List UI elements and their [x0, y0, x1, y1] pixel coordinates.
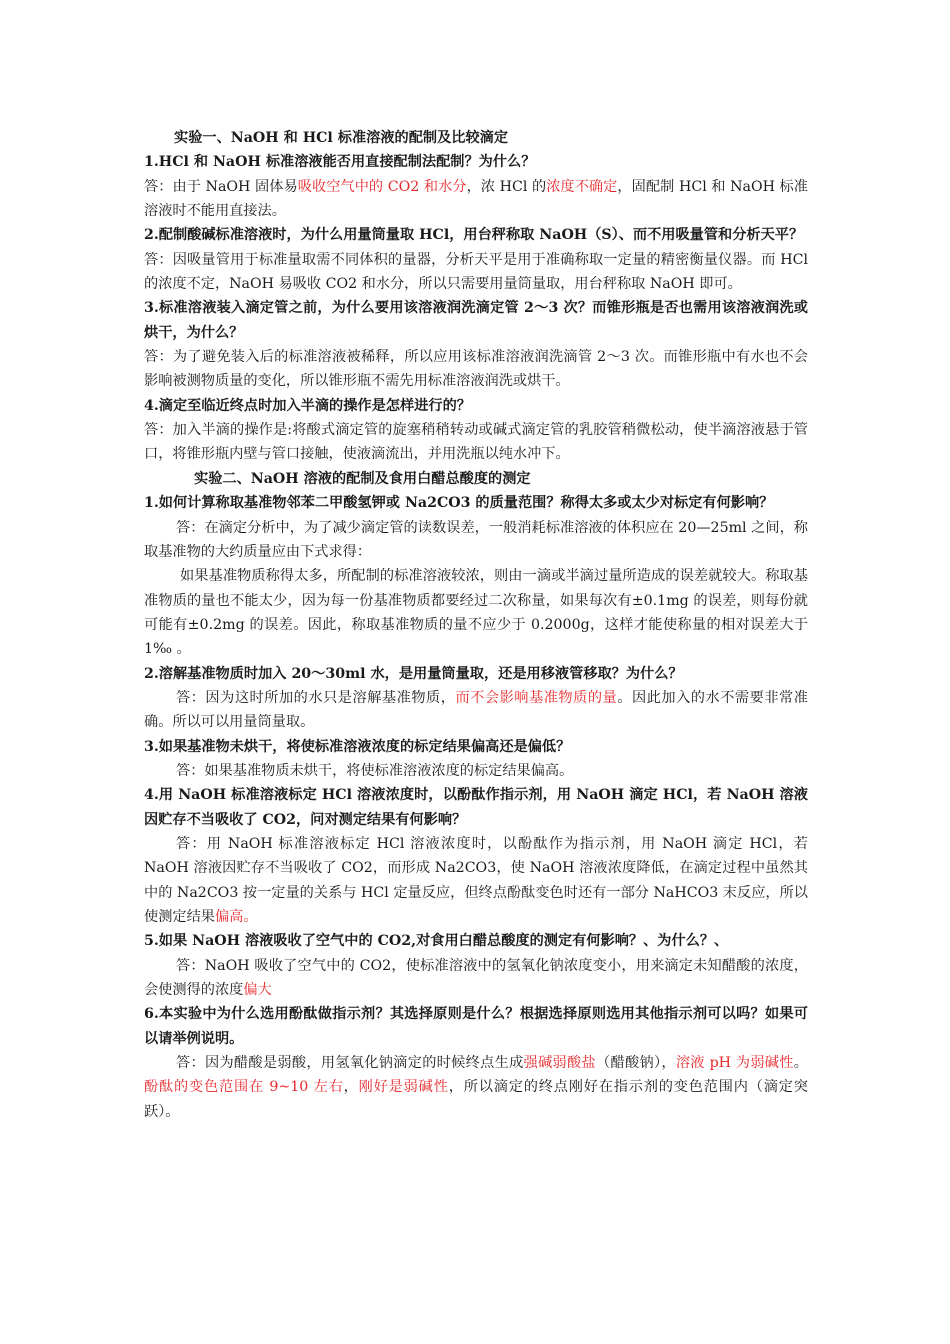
answer-text: （醋酸钠）， [596, 1055, 676, 1072]
section2-answer-4 [144, 832, 808, 929]
section1-question-1: 1.HCl 和 NaOH 标准溶液能否用直接配制法配制？为什么？ [144, 154, 536, 171]
section2-answer-2 [144, 686, 808, 735]
section1-answer-2: 答：因吸量管用于标准量取需不同体积的量器，分析天平是用于准确称取一定量的精密衡量仪器。而 HCl 的浓度不定，NaOH 易吸收 CO2 和水分，所以只需要用量筒量取，用台秤称取 NaOH 即可。 [144, 251, 808, 293]
highlight-text: 强碱弱酸盐 [523, 1055, 597, 1072]
highlight-text: 浓度不确定 [546, 178, 618, 195]
answer-text: 答：由于 NaOH 固体易 [144, 178, 298, 195]
section2-answer-1b: 如果基准物质称得太多，所配制的标准溶液较浓，则由一滴或半滴过量所造成的误差就较大。称取基准物质的量也不能太少，因为每一份基准物质都要经过二次称量，如果每次有±0.1mg 的误差，则每份就可能有±0.2mg 的误差。因此，称取基准物质的量不应少于 0.2000g，这样才能使称量的相对误差大于 1‰ 。 [144, 568, 808, 658]
answer-text: 。 [793, 1055, 808, 1072]
highlight-text: 吸收空气中的 CO2 和水分 [297, 178, 467, 195]
answer-text: 答：NaOH 吸收了空气中的 CO2，使标准溶液中的氢氧化钠浓度变小，用来滴定未知醋酸的浓度，会使测得的浓度 [144, 957, 808, 999]
answer-text: 。因此加入的水不需要非常准确。所以可以用量筒量取。 [144, 689, 808, 731]
answer-text: ，固配制 HCl 和 NaOH 标准溶液时不能用直接法。 [144, 178, 808, 220]
section2-question-6: 6.本实验中为什么选用酚酞做指示剂？其选择原则是什么？根据选择原则选用其他指示剂可以吗？如果可以请举例说明。 [144, 1006, 808, 1047]
section2-question-4: 4.用 NaOH 标准溶液标定 HCl 溶液浓度时，以酚酞作指示剂，用 NaOH 滴定 HCl，若 NaOH 溶液因贮存不当吸收了 CO2，问对测定结果有何影响？ [144, 787, 808, 828]
document-body [144, 126, 808, 1124]
section1-question-3: 3.标准溶液装入滴定管之前，为什么要用该溶液润洗滴定管 2～3 次？而锥形瓶是否也需用该溶液润洗或烘干，为什么？ [144, 300, 808, 341]
answer-text: ， [343, 1079, 359, 1096]
section1-question-4: 4.滴定至临近终点时加入半滴的操作是怎样进行的？ [144, 397, 471, 414]
section1-answer-3: 答：为了避免装入后的标准溶液被稀释，所以应用该标准溶液润洗滴管 2～3 次。而锥形瓶中有水也不会影响被测物质量的变化，所以锥形瓶不需先用标准溶液润洗或烘干。 [144, 349, 808, 390]
section2-question-3: 3.如果基准物未烘干，将使标准溶液浓度的标定结果偏高还是偏低？ [144, 738, 571, 755]
section2-answer-5 [144, 954, 808, 1003]
highlight-text: 酚酞的变色范围在 9~10 左右 [144, 1079, 344, 1096]
answer-text: 答：因为醋酸是弱酸，用氢氧化钠滴定的时候终点生成 [176, 1055, 524, 1072]
section2-answer-1a: 答：在滴定分析中，为了减少滴定管的读数误差，一般消耗标准溶液的体积应在 20—25ml 之间，称取基准物的大约质量应由下式求得： [144, 519, 808, 560]
section2-answer-3: 答：如果基准物质未烘干，将使标准溶液浓度的标定结果偏高。 [176, 762, 574, 779]
highlight-text: 溶液 pH 为弱碱性 [675, 1055, 794, 1072]
section2-question-2: 2.溶解基准物质时加入 20～30ml 水，是用量筒量取，还是用移液管移取？为什么？ [144, 665, 683, 682]
section2-answer-6 [144, 1051, 808, 1124]
section1-answer-1 [144, 175, 808, 224]
highlight-text: 而不会影响基准物质的量 [455, 689, 618, 706]
section2-title: 实验二、NaOH 溶液的配制及食用白醋总酸度的测定 [194, 470, 531, 487]
highlight-text: 偏大 [243, 982, 272, 999]
section1-question-2: 2.配制酸碱标准溶液时，为什么用量筒量取 HCl，用台秤称取 NaOH（S）、而不用吸量管和分析天平？ [144, 227, 804, 244]
section1-answer-4: 答：加入半滴的操作是:将酸式滴定管的旋塞稍稍转动或碱式滴定管的乳胶管稍微松动，使半滴溶液悬于管口，将锥形瓶内壁与管口接触，使液滴流出，并用洗瓶以纯水冲下。 [144, 422, 808, 463]
answer-text: ，浓 HCl 的 [466, 178, 547, 195]
section2-question-5: 5.如果 NaOH 溶液吸收了空气中的 CO2,对食用白醋总酸度的测定有何影响？、为什么？、 [144, 933, 729, 950]
section2-question-1: 1.如何计算称取基准物邻苯二甲酸氢钾或 Na2CO3 的质量范围？称得太多或太少对标定有何影响？ [144, 495, 774, 512]
answer-text: 答：因为这时所加的水只是溶解基准物质， [176, 689, 456, 706]
answer-text: ，所以滴定的终点刚好在指示剂的变色范围内（滴定突跃）。 [144, 1079, 808, 1120]
section1-title: 实验一、NaOH 和 HCl 标准溶液的配制及比较滴定 [174, 130, 509, 146]
answer-text: 答：用 NaOH 标准溶液标定 HCl 溶液浓度时，以酚酞作为指示剂，用 NaOH 滴定 HCl，若 NaOH 溶液因贮存不当吸收了 CO2，而形成 Na2CO3，使 NaOH 溶液浓度降低，在滴定过程中虽然其中的 Na2CO3 按一定量的关系与 HCl 定量反应，但终点酚酞变色时还有一部分 NaHCO3 末反应，所以使测定结果 [144, 835, 808, 925]
highlight-text: 偏高。 [214, 909, 258, 925]
highlight-text: 刚好是弱碱性 [358, 1079, 449, 1096]
